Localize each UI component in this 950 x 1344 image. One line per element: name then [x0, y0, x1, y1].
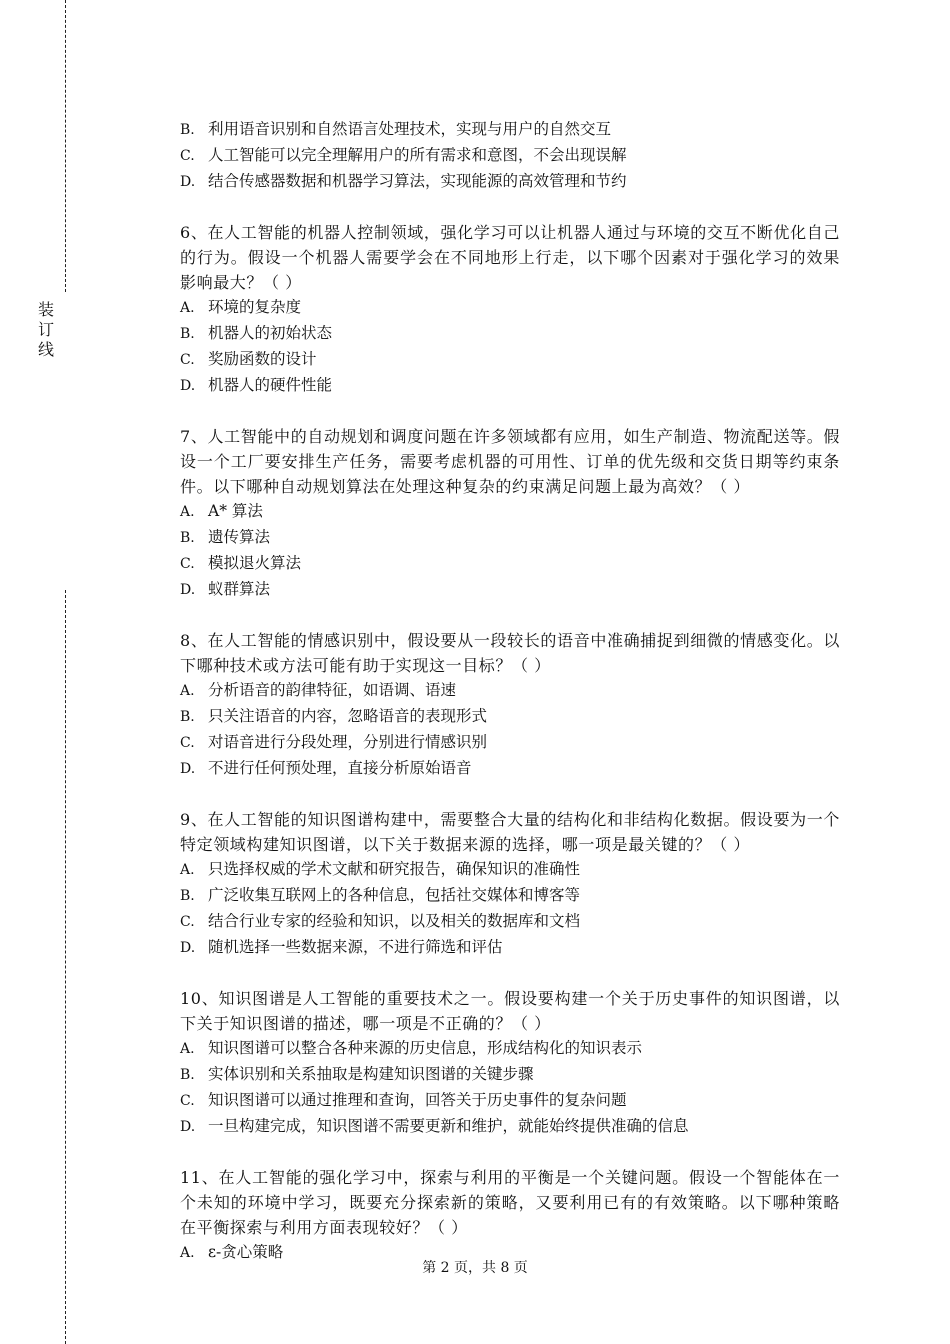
binding-line-top — [65, 0, 66, 292]
option-text: 知识图谱可以整合各种来源的历史信息，形成结构化的知识表示 — [208, 1039, 643, 1057]
option-text: 对语音进行分段处理，分别进行情感识别 — [208, 733, 488, 751]
answer-option — [180, 678, 840, 704]
binding-line-bottom — [65, 590, 66, 1344]
option-text: 实体识别和关系抽取是构建知识图谱的关键步骤 — [208, 1065, 534, 1083]
option-text: 结合行业专家的经验和知识，以及相关的数据库和文档 — [208, 912, 581, 930]
answer-option — [180, 295, 840, 321]
option-letter: B. — [180, 326, 195, 342]
answer-option — [180, 730, 840, 756]
binding-char: 线 — [37, 340, 54, 359]
question-block — [180, 986, 840, 1140]
answer-option — [180, 1062, 840, 1088]
option-text: 知识图谱可以通过推理和查询，回答关于历史事件的复杂问题 — [208, 1091, 627, 1109]
option-text: 不进行任何预处理，直接分析原始语音 — [208, 759, 472, 777]
option-letter: B. — [180, 530, 195, 546]
option-letter: A. — [180, 504, 195, 520]
answer-option — [180, 347, 840, 373]
option-text: 分析语音的韵律特征，如语调、语速 — [208, 681, 457, 699]
page-footer: 第 2 页，共 8 页 — [422, 1260, 528, 1276]
option-text: 机器人的硬件性能 — [208, 376, 333, 394]
answer-option — [180, 704, 840, 730]
option-text: 随机选择一些数据来源，不进行筛选和评估 — [208, 938, 503, 956]
question-block — [180, 1165, 840, 1266]
answer-option — [180, 1036, 840, 1062]
option-text: A* 算法 — [208, 502, 263, 520]
option-letter: A. — [180, 1041, 195, 1057]
answer-option — [180, 525, 840, 551]
option-text: 利用语音识别和自然语言处理技术，实现与用户的自然交互 — [208, 120, 612, 138]
binding-char: 装 — [37, 300, 54, 319]
option-letter: D. — [180, 761, 196, 777]
option-text: ε-贪心策略 — [208, 1243, 284, 1261]
option-letter: D. — [180, 174, 196, 190]
answer-option — [180, 577, 840, 603]
question-list — [180, 117, 840, 1291]
option-text: 模拟退火算法 — [208, 554, 302, 572]
answer-option — [180, 373, 840, 399]
option-letter: D. — [180, 940, 196, 956]
option-letter: D. — [180, 582, 196, 598]
option-letter: B. — [180, 888, 195, 904]
question-stem: 11、在人工智能的强化学习中，探索与利用的平衡是一个关键问题。假设一个智能体在一个未知的环境中学习，既要充分探索新的策略，又要利用已有的有效策略。以下哪种策略在平衡探索与利用方面表现较好？（ ） — [180, 1168, 840, 1237]
answer-option — [180, 909, 840, 935]
option-text: 机器人的初始状态 — [208, 324, 333, 342]
option-text: 一旦构建完成，知识图谱不需要更新和维护，就能始终提供准确的信息 — [208, 1117, 689, 1135]
option-letter: A. — [180, 300, 195, 316]
answer-option — [180, 857, 840, 883]
option-text: 环境的复杂度 — [208, 298, 302, 316]
answer-option — [180, 756, 840, 782]
answer-option — [180, 117, 840, 143]
option-text: 只关注语音的内容，忽略语音的表现形式 — [208, 707, 488, 725]
question-block — [180, 807, 840, 961]
option-text: 蚁群算法 — [208, 580, 271, 598]
option-letter: A. — [180, 683, 195, 699]
option-letter: C. — [180, 556, 195, 572]
option-letter: A. — [180, 862, 195, 878]
question-stem: 9、在人工智能的知识图谱构建中，需要整合大量的结构化和非结构化数据。假设要为一个特定领域构建知识图谱，以下关于数据来源的选择，哪一项是最关键的？（ ） — [180, 810, 840, 854]
question-stem: 6、在人工智能的机器人控制领域，强化学习可以让机器人通过与环境的交互不断优化自己的行为。假设一个机器人需要学会在不同地形上行走，以下哪个因素对于强化学习的效果影响最大？（ ） — [180, 223, 840, 292]
option-letter: B. — [180, 122, 195, 138]
option-text: 遗传算法 — [208, 528, 271, 546]
binding-char: 订 — [37, 320, 54, 339]
question-block — [180, 424, 840, 603]
binding-label — [36, 300, 56, 360]
option-letter: B. — [180, 1067, 195, 1083]
question-block — [180, 628, 840, 782]
option-letter: D. — [180, 1119, 196, 1135]
option-letter: C. — [180, 914, 195, 930]
answer-option — [180, 321, 840, 347]
option-letter: A. — [180, 1245, 195, 1261]
option-letter: C. — [180, 735, 195, 751]
question-stem: 10、知识图谱是人工智能的重要技术之一。假设要构建一个关于历史事件的知识图谱，以下关于知识图谱的描述，哪一项是不正确的？（ ） — [180, 989, 840, 1033]
answer-option — [180, 169, 840, 195]
option-letter: C. — [180, 1093, 195, 1109]
option-text: 奖励函数的设计 — [208, 350, 317, 368]
question-stem: 8、在人工智能的情感识别中，假设要从一段较长的语音中准确捕捉到细微的情感变化。以下哪种技术或方法可能有助于实现这一目标？（ ） — [180, 631, 840, 675]
option-text: 人工智能可以完全理解用户的所有需求和意图，不会出现误解 — [208, 146, 627, 164]
answer-option — [180, 1088, 840, 1114]
question-block — [180, 220, 840, 399]
option-text: 结合传感器数据和机器学习算法，实现能源的高效管理和节约 — [208, 172, 627, 190]
option-text: 只选择权威的学术文献和研究报告，确保知识的准确性 — [208, 860, 581, 878]
option-letter: C. — [180, 352, 195, 368]
answer-option — [180, 143, 840, 169]
question-stem: 7、人工智能中的自动规划和调度问题在许多领域都有应用，如生产制造、物流配送等。假设一个工厂要安排生产任务，需要考虑机器的可用性、订单的优先级和交货日期等约束条件。以下哪种自动规划算法在处理这种复杂的约束满足问题上最为高效？（ ） — [180, 427, 840, 496]
option-text: 广泛收集互联网上的各种信息，包括社交媒体和博客等 — [208, 886, 581, 904]
answer-option — [180, 1114, 840, 1140]
answer-option — [180, 551, 840, 577]
answer-option — [180, 935, 840, 961]
answer-option — [180, 883, 840, 909]
option-letter: D. — [180, 378, 196, 394]
option-letter: C. — [180, 148, 195, 164]
option-letter: B. — [180, 709, 195, 725]
answer-option — [180, 499, 840, 525]
question-block — [180, 117, 840, 195]
